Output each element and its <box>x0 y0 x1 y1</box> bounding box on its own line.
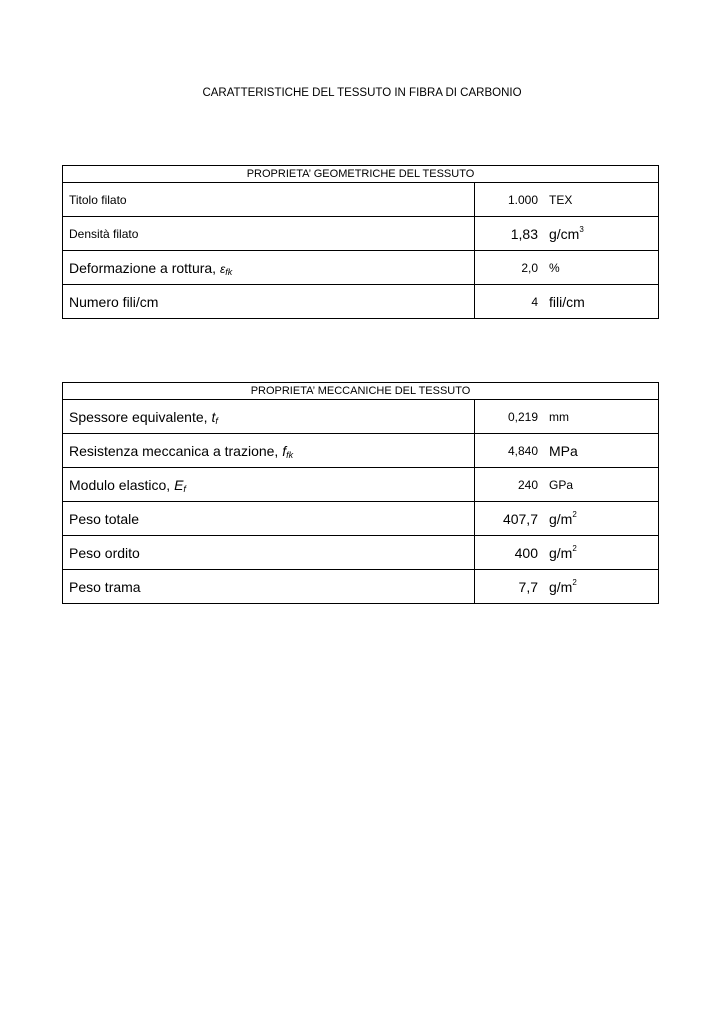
row-unit: % <box>549 260 560 275</box>
table-row <box>63 400 659 434</box>
row-unit: $g/m^2$ <box>549 543 577 561</box>
row-value: 0,219 <box>507 409 538 424</box>
mechanical-properties-table <box>62 382 659 604</box>
row-label-modulo-elastico: Modulo elastico, $E_f$ <box>63 468 475 502</box>
table-row <box>63 536 659 570</box>
row-value: 1,83 <box>510 225 538 242</box>
row-value: 7,7 <box>518 578 538 595</box>
row-label-deformazione-rottura: Deformazione a rottura, $\varepsilon_{fk}$ <box>63 251 475 285</box>
mechanical-table-header: PROPRIETA’ MECCANICHE DEL TESSUTO <box>63 383 659 400</box>
geometric-table-header: PROPRIETA’ GEOMETRICHE DEL TESSUTO <box>63 166 659 183</box>
row-value: 407,7 <box>502 510 538 527</box>
row-unit: $g/m^2$ <box>549 509 577 527</box>
table-row <box>63 468 659 502</box>
row-label-spessore-equivalente: Spessore equivalente, $t_f$ <box>63 400 475 434</box>
row-label-peso-trama: Peso trama <box>63 570 475 604</box>
row-unit: TEX <box>549 192 573 207</box>
row-value: 1.000 <box>507 192 538 207</box>
row-value: 400 <box>514 544 538 561</box>
row-unit: $g/cm^3$ <box>549 224 584 242</box>
table-row <box>63 217 659 251</box>
row-label-peso-totale: Peso totale <box>63 502 475 536</box>
row-value: 4 <box>531 294 538 309</box>
table-row <box>63 183 659 217</box>
geometric-properties-table <box>62 165 659 319</box>
document-title: CARATTERISTICHE DEL TESSUTO IN FIBRA DI CARBONIO <box>202 87 522 99</box>
row-unit: $g/m^2$ <box>549 577 577 595</box>
row-value: 240 <box>517 477 538 492</box>
row-unit: fili/cm <box>549 293 585 310</box>
row-label-resistenza-trazione: Resistenza meccanica a trazione, $f_{fk}$ <box>63 434 475 468</box>
row-label-titolo-filato: Titolo filato <box>63 183 475 217</box>
row-unit: mm <box>549 409 569 424</box>
table-row <box>63 570 659 604</box>
table-row <box>63 502 659 536</box>
row-unit: MPa <box>549 442 578 459</box>
row-unit: GPa <box>549 477 574 492</box>
table-row <box>63 434 659 468</box>
row-label-peso-ordito: Peso ordito <box>63 536 475 570</box>
table-row <box>63 251 659 285</box>
table-row <box>63 285 659 319</box>
row-value: 2,0 <box>521 260 538 275</box>
row-value: 4,840 <box>507 443 538 458</box>
row-label-numero-fili: Numero fili/cm <box>63 285 475 319</box>
row-label-densita-filato: Densità filato <box>63 217 475 251</box>
